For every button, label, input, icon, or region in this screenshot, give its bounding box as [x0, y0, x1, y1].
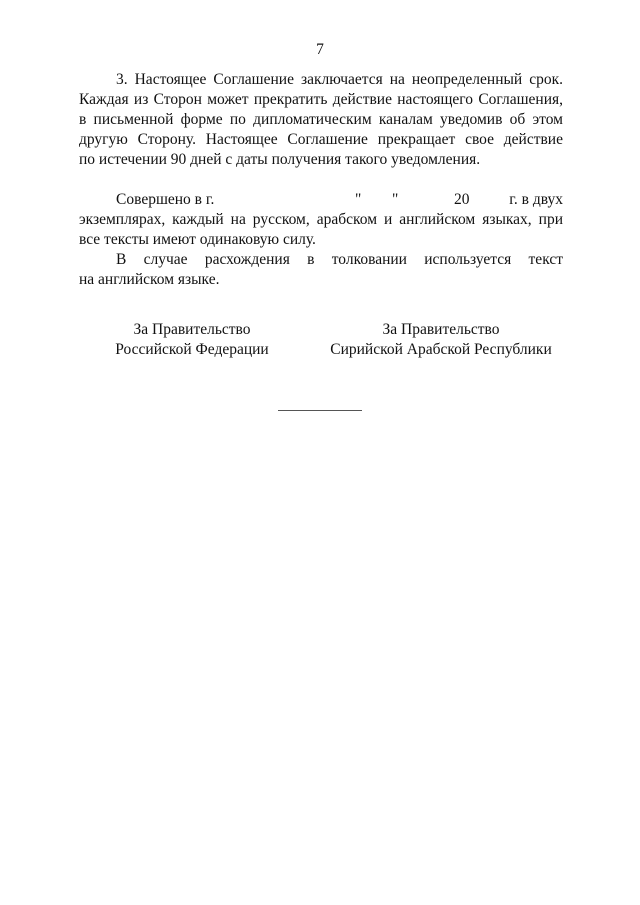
signature-block-syria	[321, 320, 561, 360]
paragraph-line: Каждая из Сторон может прекратить действие настоящего Соглашения,	[79, 91, 563, 108]
paragraph-line: в письменной форме по дипломатическим каналам уведомив об этом	[79, 111, 563, 128]
executed-suffix: г. в двух	[509, 191, 563, 208]
paragraph-line: экземплярах, каждый на русском, арабском и английском языках, при	[79, 211, 563, 228]
quote-close: "	[392, 191, 399, 208]
paragraph-line: все тексты имеют одинаковую силу.	[79, 231, 316, 248]
year-prefix: 20	[454, 191, 470, 208]
signature-line: Российской Федерации	[115, 341, 269, 358]
signature-line: За Правительство	[382, 321, 500, 338]
paragraph-line: В случае расхождения в толковании используется текст	[116, 251, 563, 268]
paragraph-line: на английском языке.	[79, 271, 220, 288]
paragraph-line: 3. Настоящее Соглашение заключается на неопределенный срок.	[116, 71, 563, 88]
closing-divider	[278, 410, 362, 411]
signature-line: За Правительство	[133, 321, 251, 338]
signature-line: Сирийской Арабской Республики	[330, 341, 552, 358]
page-number: 7	[316, 41, 324, 58]
signature-block-russia	[72, 320, 312, 360]
quote-open: "	[355, 191, 362, 208]
termination-paragraph	[79, 70, 563, 170]
executed-paragraph	[79, 190, 563, 250]
paragraph-line: по истечении 90 дней с даты получения такого уведомления.	[79, 151, 481, 168]
executed-first-line	[79, 190, 563, 210]
discrepancy-paragraph	[79, 250, 563, 290]
paragraph-line: другую Сторону. Настоящее Соглашение прекращает свое действие	[79, 131, 563, 148]
executed-prefix: Совершено в г.	[116, 191, 215, 208]
